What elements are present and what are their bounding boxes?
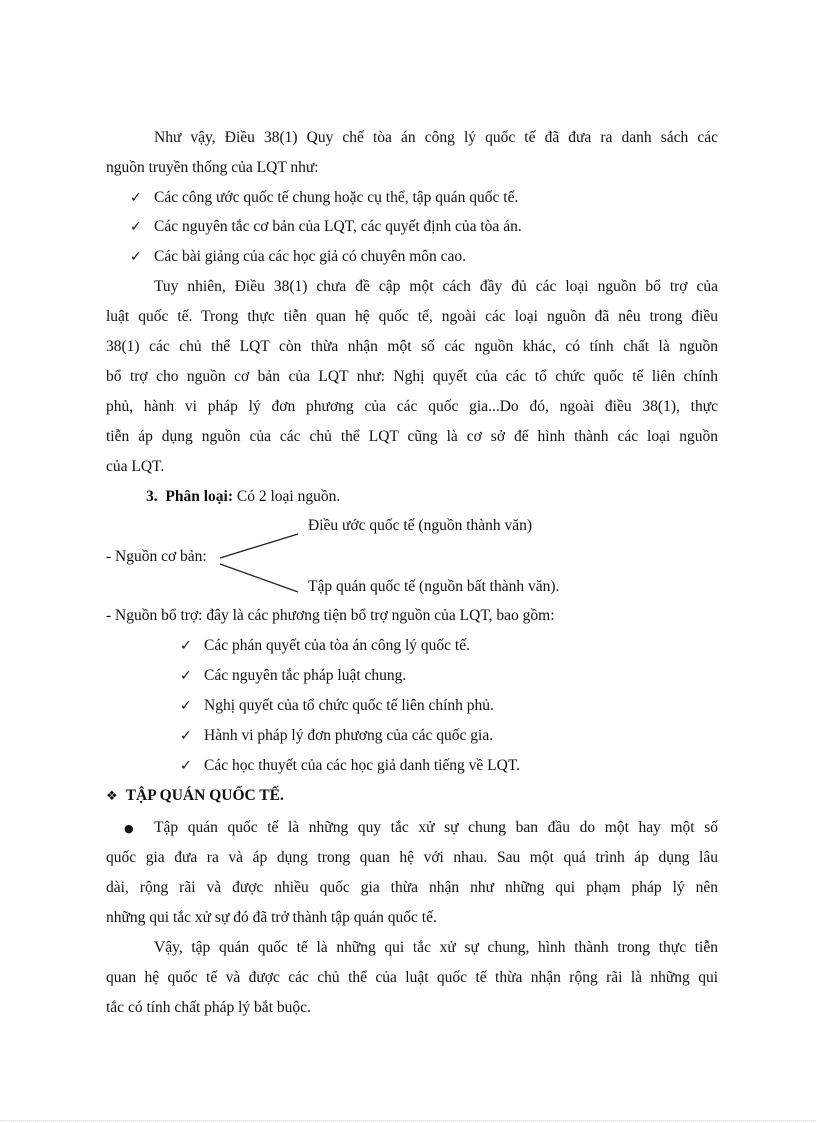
branch-label-top: Điều ước quốc tế (nguồn thành văn) xyxy=(308,517,533,534)
supplementary-intro: - Nguồn bổ trợ: đây là các phương tiện bổ trợ nguồn của LQT, bao gồm: xyxy=(106,607,555,624)
paragraph-line: phủ, hành vi pháp lý đơn phương của các quốc gia...Do đó, ngoài điều 38(1), thực xyxy=(106,398,718,415)
list-item xyxy=(180,756,520,776)
list-item-text: Các phán quyết của tòa án công lý quốc tế. xyxy=(204,637,470,654)
list-item-text: Hành vi pháp lý đơn phương của các quốc gia. xyxy=(204,727,494,744)
check-mark-icon: ✓ xyxy=(180,638,192,654)
list-item-text: Các bài giảng của các học giả có chuyên môn cao. xyxy=(154,248,467,265)
section-heading xyxy=(106,786,284,807)
paragraph-line: của LQT. xyxy=(106,458,165,475)
paragraph-line: bổ trợ cho nguồn cơ bản của LQT như: Nghị quyết của các tổ chức quốc tế liên chính xyxy=(106,368,718,385)
paragraph-line: luật quốc tế. Trong thực tiễn quan hệ quốc tế, ngoài các loại nguồn đã nêu trong điều xyxy=(106,308,718,325)
paragraph-line: Vậy, tập quán quốc tế là những qui tắc xử sự chung, hình thành trong thực tiễn xyxy=(154,939,718,956)
check-mark-icon: ✓ xyxy=(130,190,142,206)
list-item xyxy=(180,726,493,746)
list-item xyxy=(180,696,494,716)
paragraph-line: 38(1) các chủ thể LQT còn thừa nhận một số các nguồn khác, có tính chất là nguồn xyxy=(106,338,718,355)
round-bullet-icon: ● xyxy=(124,822,134,835)
section-text: Có 2 loại nguồn. xyxy=(236,488,341,505)
list-item xyxy=(130,217,522,237)
paragraph-line: Tuy nhiên, Điều 38(1) chưa đề cập một cách đầy đủ các loại nguồn bổ trợ của xyxy=(154,278,718,295)
list-item-text: Các nguyên tắc pháp luật chung. xyxy=(204,667,407,684)
branch-connector xyxy=(214,532,304,596)
list-item xyxy=(130,247,466,267)
paragraph-line: tiễn áp dụng nguồn của các chủ thể LQT cũng là cơ sở để hình thành các loại nguồn xyxy=(106,428,718,445)
section-heading xyxy=(146,487,340,507)
check-mark-icon: ✓ xyxy=(180,758,192,774)
list-item xyxy=(130,188,518,208)
paragraph-line: dài, rộng rãi và được nhiều quốc gia thừa nhận như những qui phạm pháp lý nên xyxy=(106,879,718,896)
list-item-text: Các công ước quốc tế chung hoặc cụ thể, tập quán quốc tế. xyxy=(154,189,519,206)
list-item-text: Các học thuyết của các học giả danh tiếng về LQT. xyxy=(204,757,521,774)
list-item xyxy=(180,636,470,656)
section-label: Phân loại: xyxy=(165,488,233,505)
heading-text: TẬP QUÁN QUỐC TẾ. xyxy=(125,787,284,804)
paragraph-line: tắc có tính chất pháp lý bắt buộc. xyxy=(106,999,311,1016)
four-diamond-bullet-icon: ❖ xyxy=(106,789,118,804)
paragraph-line: quan hệ quốc tế và được các chủ thể của luật quốc tế thừa nhận rộng rãi là những qui xyxy=(106,969,718,986)
list-item-text: Nghị quyết của tổ chức quốc tế liên chính phủ. xyxy=(204,697,494,714)
paragraph-line: Tập quán quốc tế là những quy tắc xử sự chung ban đầu do một hay một số xyxy=(154,819,718,836)
paragraph-line: Như vậy, Điều 38(1) Quy chế tòa án công lý quốc tế đã đưa ra danh sách các xyxy=(154,129,718,146)
paragraph-line: quốc gia đưa ra và áp dụng trong quan hệ với nhau. Sau một quá trình áp dụng lâu xyxy=(106,849,718,866)
list-item-text: Các nguyên tắc cơ bản của LQT, các quyết định của tòa án. xyxy=(154,218,522,235)
section-number: 3. xyxy=(146,488,158,505)
list-item xyxy=(180,666,406,686)
check-mark-icon: ✓ xyxy=(130,219,142,235)
check-mark-icon: ✓ xyxy=(180,668,192,684)
paragraph-line: những qui tắc xử sự đó đã trở thành tập quán quốc tế. xyxy=(106,909,437,926)
check-mark-icon: ✓ xyxy=(180,728,192,744)
page-bottom-divider xyxy=(0,1120,816,1121)
paragraph-line: nguồn truyền thống của LQT như: xyxy=(106,159,319,176)
check-mark-icon: ✓ xyxy=(180,698,192,714)
check-mark-icon: ✓ xyxy=(130,249,142,265)
basic-sources-label: - Nguồn cơ bản: xyxy=(106,548,207,565)
branch-label-bottom: Tập quán quốc tế (nguồn bất thành văn). xyxy=(308,578,560,595)
